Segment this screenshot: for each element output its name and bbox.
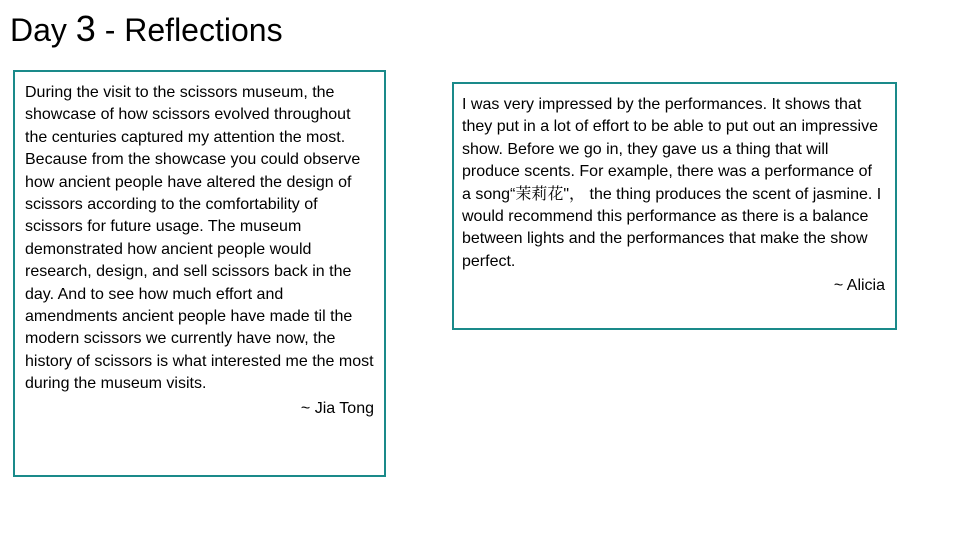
reflection-text: During the visit to the scissors museum, the showcase of how scissors evolved throughout the centuries captured my attention the most. Because from the showcase you could observe how ancient people have altered the design of scissors according to the comfortability of scissors for future usage. The museum demonstrated how ancient people would research, design, and sell scissors back in the day. And to see how much effort and amendments ancient people have made til the modern scissors we currently have now, the history of scissors is what interested me the most during the museum visits. (25, 84, 374, 393)
reflection-author: ~ Jia Tong (300, 399, 374, 417)
reflection-box-alicia (452, 82, 897, 330)
title-day-word: Day (10, 12, 67, 48)
reflection-box-jia-tong (13, 70, 386, 477)
title-heading: Reflections (124, 12, 283, 48)
title-day-number: 3 (75, 8, 96, 49)
slide-title (10, 8, 283, 51)
reflection-text: I was very impressed by the performances. It shows that they put in a lot of effort to be able to put out an impressive show. Before we go in, they gave us a thing that will produce scents. For example, there was a performance of a song“茉莉花"， the thing produces the scent of jasmine. I would recommend this performance as there is a balance between lights and the performances that make the show perfect. (462, 96, 882, 270)
title-separator: - (104, 12, 116, 48)
reflection-author: ~ Alicia (833, 277, 885, 295)
